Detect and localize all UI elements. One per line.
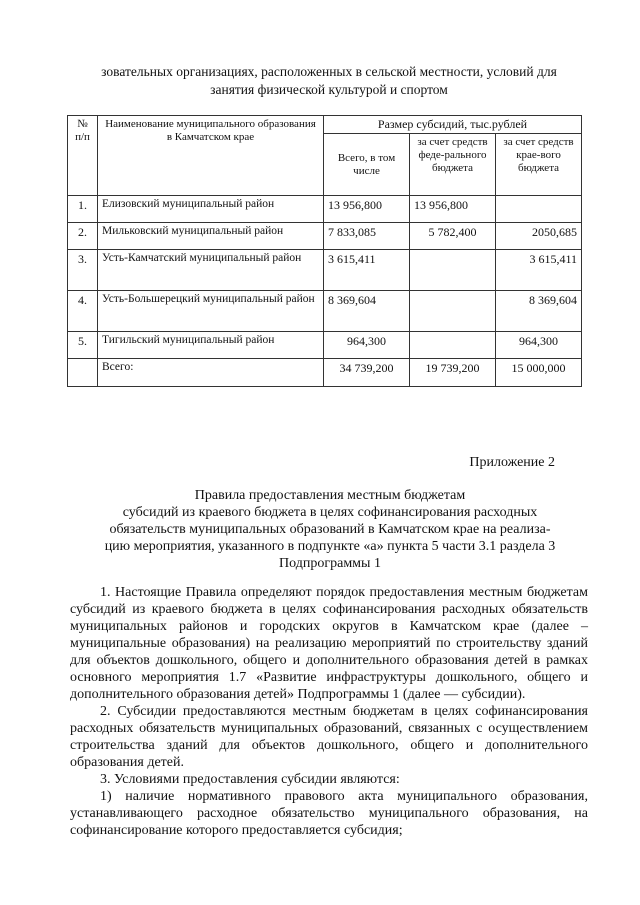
continued-heading xyxy=(60,63,598,99)
row-name: Тигильский муниципальный район xyxy=(98,332,324,359)
rules-body xyxy=(70,584,588,839)
col-header-federal: за счет средств феде-рального бюджета xyxy=(410,134,496,196)
total-regional: 15 000,000 xyxy=(496,359,582,387)
col-header-total: Всего, в том числе xyxy=(324,134,410,196)
title-line-2: субсидий из краевого бюджета в целях софинансирования расходных xyxy=(122,505,538,520)
subsidy-table xyxy=(67,115,582,387)
heading-line-1: зовательных организациях, расположенных в сельской местности, условий для xyxy=(101,64,557,79)
row-federal xyxy=(410,291,496,332)
table-row xyxy=(68,291,582,332)
row-name: Усть-Большерецкий муниципальный район xyxy=(98,291,324,332)
paragraph-2: 2. Субсидии предоставляются местным бюджетам в целях софинансирования расходных обязательств муниципальных образований, связанных с осуществлением строительства зданий для объектов дошкольного, общего и дополнительного образования детей. xyxy=(70,704,588,770)
row-num: 5. xyxy=(68,332,98,359)
title-line-3: обязательств муниципальных образований в Камчатском крае на реализа- xyxy=(109,522,551,537)
row-num: 3. xyxy=(68,250,98,291)
heading-line-2: занятия физической культурой и спортом xyxy=(210,82,448,97)
row-regional xyxy=(496,196,582,223)
col-header-name: Наименование муниципального образования в Камчатском крае xyxy=(98,116,324,196)
row-federal xyxy=(410,250,496,291)
total-all: 34 739,200 xyxy=(324,359,410,387)
row-regional: 2050,685 xyxy=(496,223,582,250)
paragraph-3: 3. Условиями предоставления субсидии являются: xyxy=(100,772,400,787)
row-regional: 8 369,604 xyxy=(496,291,582,332)
col-header-num: № п/п xyxy=(68,116,98,196)
total-label: Всего: xyxy=(98,359,324,387)
row-name: Мильковский муниципальный район xyxy=(98,223,324,250)
row-regional: 964,300 xyxy=(496,332,582,359)
row-num: 4. xyxy=(68,291,98,332)
col-header-regional: за счет средств крае-вого бюджета xyxy=(496,134,582,196)
paragraph-4: 1) наличие нормативного правового акта муниципального образования, устанавливающего расходное обязательство муниципального образования, на софинансирование которого предоставляется субсидия; xyxy=(70,789,588,838)
row-total: 964,300 xyxy=(324,332,410,359)
col-header-size: Размер субсидий, тыс.рублей xyxy=(324,116,582,134)
row-total: 3 615,411 xyxy=(324,250,410,291)
rules-title xyxy=(70,487,590,572)
total-row xyxy=(68,359,582,387)
title-line-5: Подпрограммы 1 xyxy=(279,556,381,571)
row-total: 7 833,085 xyxy=(324,223,410,250)
paragraph-1: 1. Настоящие Правила определяют порядок предоставления местным бюджетам субсидий из краевого бюджета в целях софинансирования расходных обязательств муниципальных районов и городских округов в Камчатском крае (далее – муниципальные образования) на реализацию мероприятий по строительству зданий для объектов дошкольного, общего и дополнительного образования детей в рамках основного мероприятия 1.7 «Развитие инфраструктуры дошкольного, общего и дополнительного образования детей» Подпрограммы 1 (далее — субсидии). xyxy=(70,585,588,702)
row-federal: 5 782,400 xyxy=(410,223,496,250)
row-federal: 13 956,800 xyxy=(410,196,496,223)
table-row xyxy=(68,196,582,223)
table-row xyxy=(68,332,582,359)
row-total: 8 369,604 xyxy=(324,291,410,332)
title-line-4: цию мероприятия, указанного в подпункте «а» пункта 5 части 3.1 раздела 3 xyxy=(104,539,556,554)
row-federal xyxy=(410,332,496,359)
row-num: 2. xyxy=(68,223,98,250)
row-num: 1. xyxy=(68,196,98,223)
appendix-label: Приложение 2 xyxy=(469,455,555,470)
table-row xyxy=(68,250,582,291)
row-total: 13 956,800 xyxy=(324,196,410,223)
total-federal: 19 739,200 xyxy=(410,359,496,387)
row-name: Елизовский муниципальный район xyxy=(98,196,324,223)
row-name: Усть-Камчатский муниципальный район xyxy=(98,250,324,291)
row-regional: 3 615,411 xyxy=(496,250,582,291)
table-row xyxy=(68,223,582,250)
title-line-1: Правила предоставления местным бюджетам xyxy=(194,488,466,503)
